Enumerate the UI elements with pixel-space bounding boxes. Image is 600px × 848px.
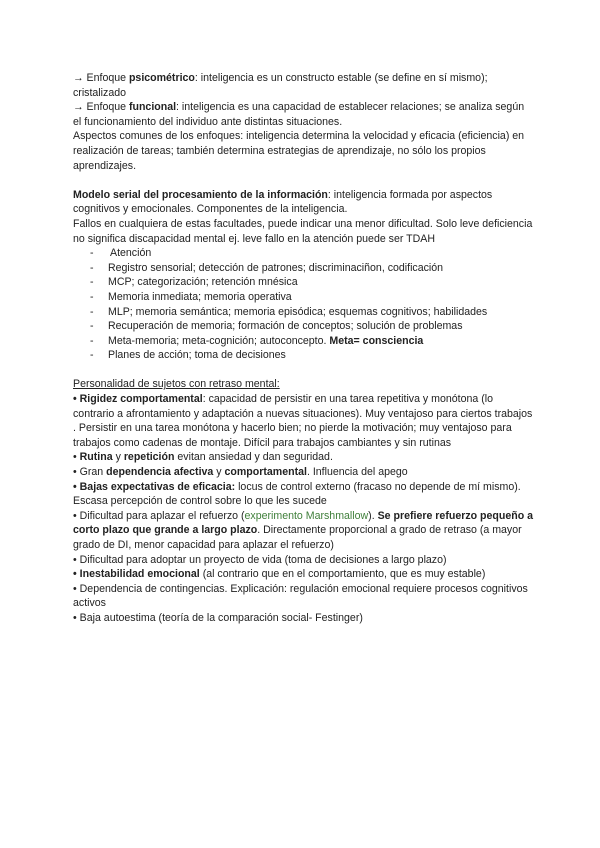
spacer: [73, 173, 533, 188]
list-item: - Registro sensorial; detección de patrones; discriminaciñon, codificación: [73, 261, 533, 276]
functional-approach: → Enfoque funcional: inteligencia es una capacidad de establecer relaciones; se analiza según el funcionamiento del individuo ante distintas situaciones.: [73, 101, 525, 128]
list-item: - MCP; categorización; retención mnésica: [73, 275, 533, 290]
bullet-routine: • Rutina y repetición evitan ansiedad y dan seguridad.: [73, 451, 333, 464]
bullet-dependence: • Gran dependencia afectiva y comportamental. Influencia del apego: [73, 466, 408, 479]
failures-paragraph: Fallos en cualquiera de estas facultades, puede indicar una menor dificultad. Solo leve deficiencia no significa discapacidad mental ej. leve fallo en la atención puede ser TDAH: [73, 217, 533, 245]
list-item: - Meta-memoria; meta-cognición; autoconcepto. Meta= consciencia: [73, 334, 533, 349]
psychometric-approach: → Enfoque psicométrico: inteligencia es un constructo estable (se define en sí mismo); cristalizado: [73, 72, 488, 99]
list-item: - MLP; memoria semántica; memoria episódica; esquemas cognitivos; habilidades: [73, 305, 533, 320]
bullet-rigidity: • Rigidez comportamental: capacidad de persistir en una tarea repetitiva y monótona (lo contrario a afrontamiento y adaptación a nuevas situaciones). Muy ventajoso para ciertos trabajos . Persistir en una tarea monótona y hacerlo bien; no pierde la motivación; muy ventajoso para trabajos como cadenas de montaje. Difícil para trabajos cambiantes y sin rutinas: [73, 393, 533, 449]
common-aspects: Aspectos comunes de los enfoques: inteligencia determina la velocidad y eficacia (eficiencia) en realización de tareas; también determina estrategias de aprendizaje, no sólo los propios aprendizajes.: [73, 130, 525, 172]
bullet-emotional-instability: • Inestabilidad emocional (al contrario que en el comportamiento, que es muy estable): [73, 568, 486, 581]
bullet-low-expectations: • Bajas expectativas de eficacia: locus de control externo (fracaso no depende de mí mismo). Escasa percepción de control sobre lo que les sucede: [73, 480, 521, 508]
list-item: - Memoria inmediata; memoria operativa: [73, 290, 533, 305]
marshmallow-link[interactable]: experimento Marshmallow: [244, 509, 369, 522]
bullet-contingencies: • Dependencia de contingencias. Explicación: regulación emocional requiere procesos cognitivos activos: [73, 582, 528, 610]
serial-model-heading: Modelo serial del procesamiento de la información: inteligencia formada por aspectos cognitivos y emocionales. Componentes de la inteligencia.: [73, 188, 493, 216]
bullet-delay-reinforcement: • Dificultad para aplazar el refuerzo (experimento Marshmallow). Se prefiere refuerzo pequeño a corto plazo que grande a largo plazo. Directamente proporcional a grado de retraso (a mayor grado de DI, menor capacidad para aplazar el refuerzo): [73, 509, 534, 551]
personality-section-title: Personalidad de sujetos con retraso mental:: [73, 378, 280, 391]
bullet-low-self-esteem: • Baja autoestima (teoría de la comparación social- Festinger): [73, 611, 363, 624]
spacer: [73, 363, 533, 378]
list-item: - Planes de acción; toma de decisiones: [73, 348, 533, 363]
document-page: [73, 71, 533, 626]
components-list: [73, 246, 533, 363]
list-item: - Recuperación de memoria; formación de conceptos; solución de problemas: [73, 319, 533, 334]
bullet-life-project: • Dificultad para adoptar un proyecto de vida (toma de decisiones a largo plazo): [73, 553, 447, 566]
list-item: - Atención: [73, 246, 533, 261]
